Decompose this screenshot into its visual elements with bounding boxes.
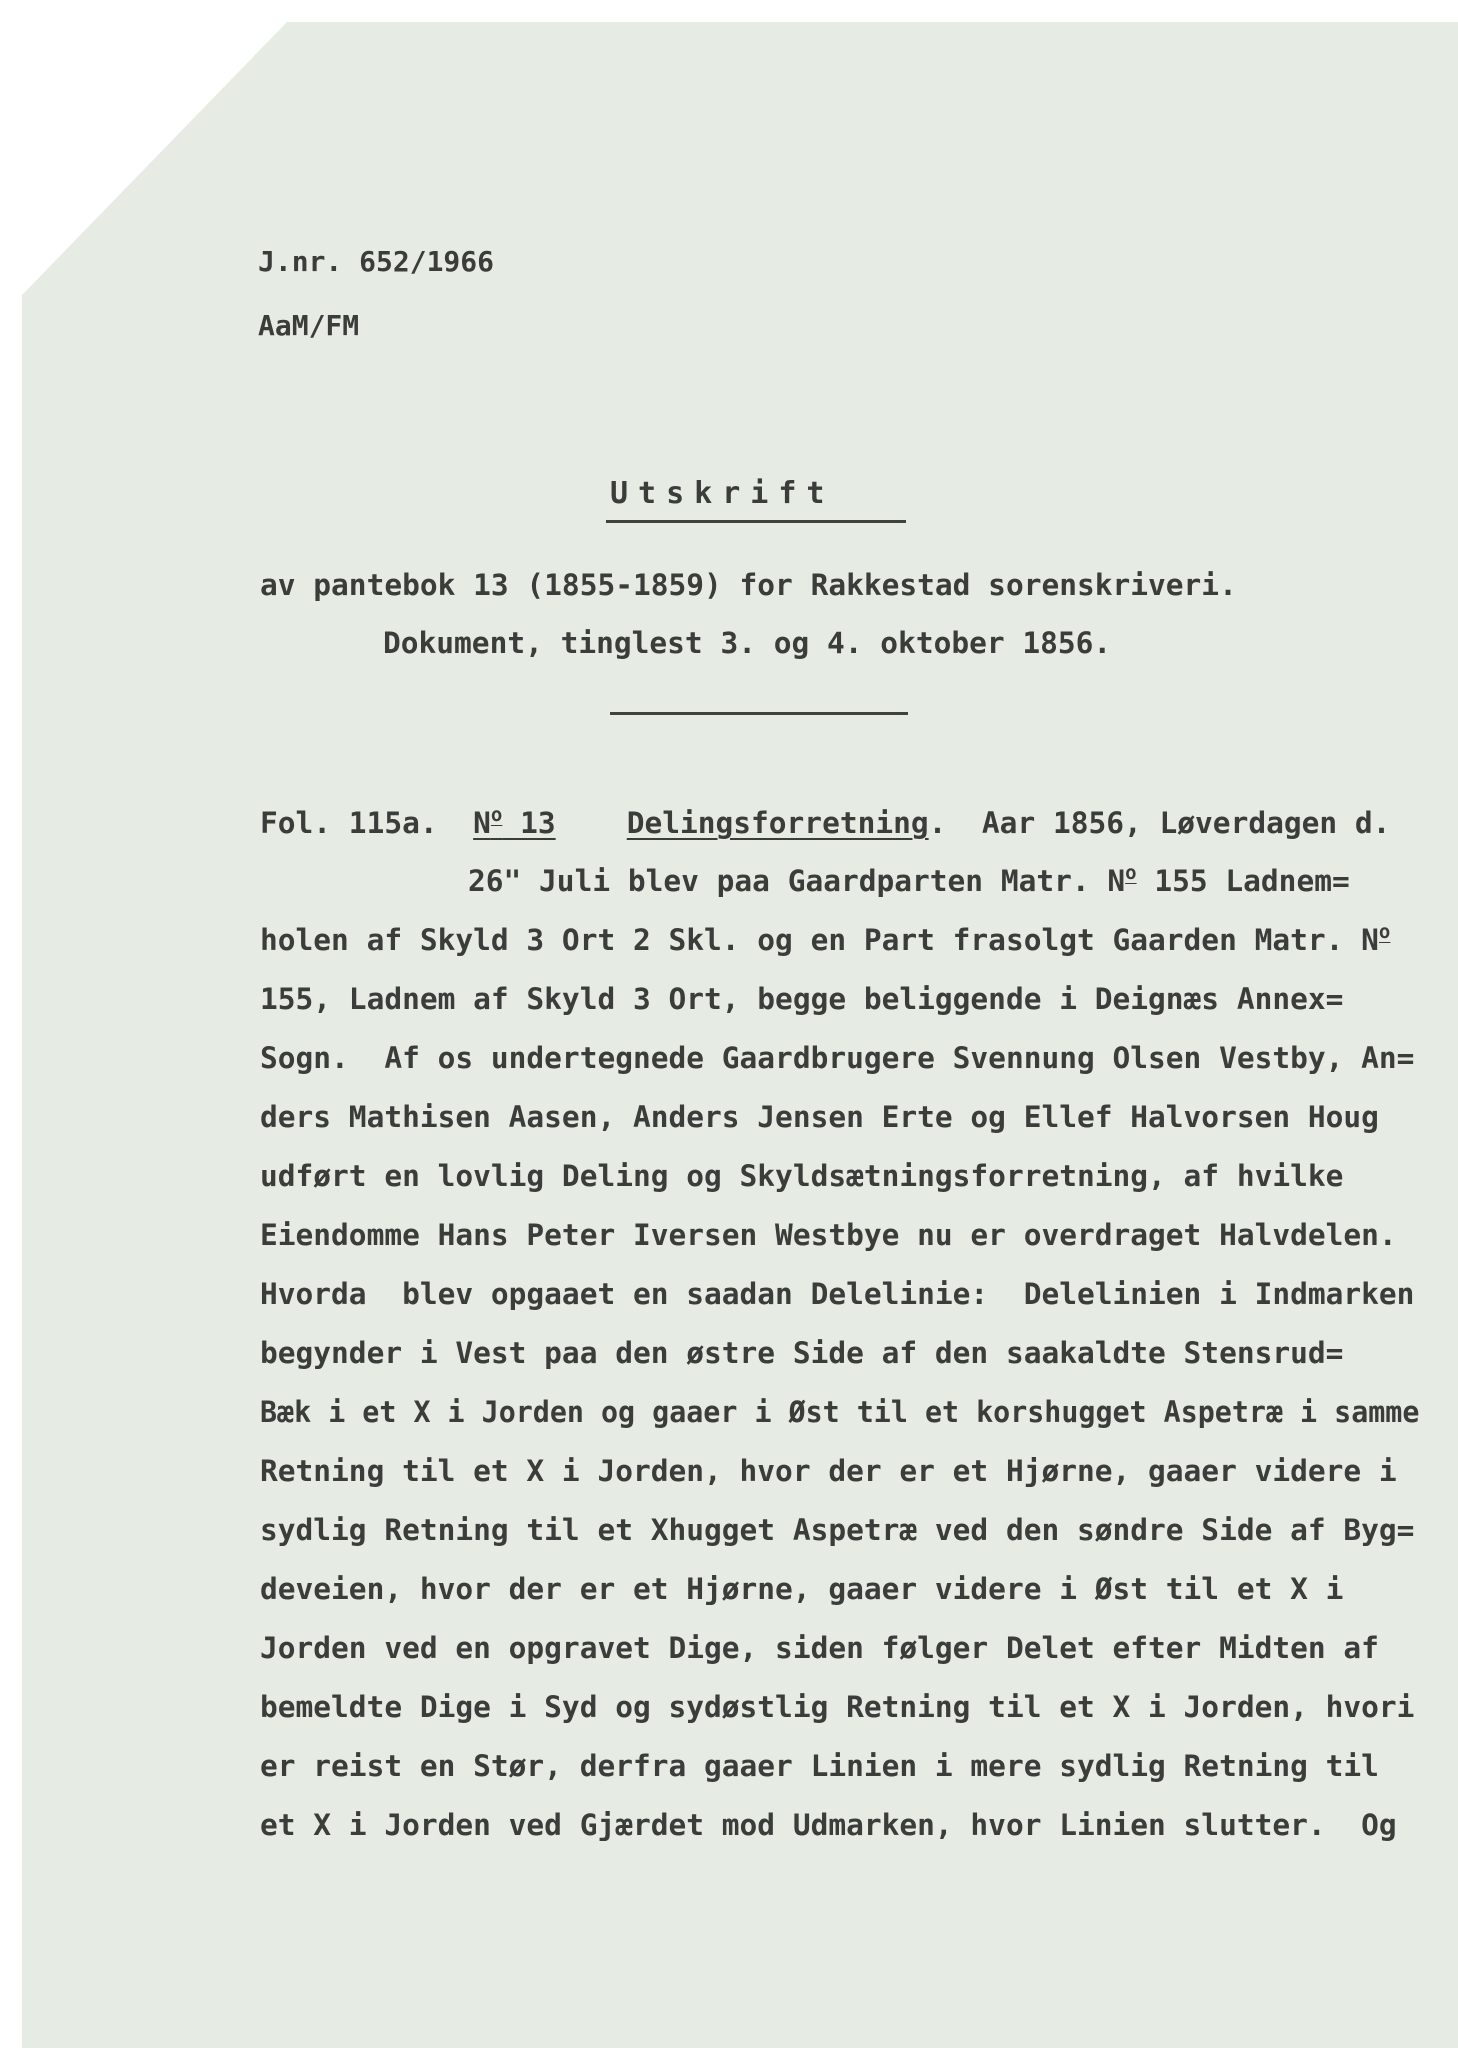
section-divider [610,712,908,715]
body-line-5: ders Mathisen Aasen, Anders Jensen Erte og Ellef Halvorsen Houg [260,1100,1379,1134]
body-line-6: udført en lovlig Deling og Skyldsætningsforretning, af hvilke [260,1159,1344,1193]
body-line-3: 155, Ladnem af Skyld 3 Ort, begge beliggende i Deignæs Annex= [260,982,1344,1016]
body-line-2: holen af Skyld 3 Ort 2 Skl. og en Part frasolgt Gaarden Matr. $N^o$ [260,921,1391,957]
body-line-10: Bæk i et X i Jorden og gaaer i Øst til et korshugget Aspetræ i samme [260,1395,1420,1429]
body-line-9: begynder i Vest paa den østre Side af den saakaldte Stensrud= [260,1336,1344,1370]
body-line-4: Sogn. Af os undertegnede Gaardbrugere Svennung Olsen Vestby, An= [260,1041,1415,1075]
body-line-15: bemeldte Dige i Syd og sydøstlig Retning til et X i Jorden, hvori [260,1690,1415,1724]
document-heading: Delingsforretning [626,806,929,840]
body-line-1: 26" Juli blev paa Gaardparten Matr. $N^o$ 155 Ladnem= [468,862,1350,898]
body-line-11: Retning til et X i Jorden, hvor der er et Hjørne, gaaer videre i [260,1454,1397,1488]
body-line-12: sydlig Retning til et Xhugget Aspetræ ved den søndre Side af Byg= [260,1513,1415,1547]
initials: AaM/FM [258,309,360,342]
journal-number: J.nr. 652/1966 [258,245,495,278]
body-line-17: et X i Jorden ved Gjærdet mod Udmarken, hvor Linien slutter. Og [260,1808,1397,1842]
body-line-13: deveien, hvor der er et Hjørne, gaaer videre i Øst til et X i [260,1572,1344,1606]
body-line-14: Jorden ved en opgravet Dige, siden følger Delet efter Midten af [260,1631,1379,1665]
body-line-7: Eiendomme Hans Peter Iversen Westbye nu er overdraget Halvdelen. [260,1218,1397,1252]
subtitle-line-1: av pantebok 13 (1855-1859) for Rakkestad sorenskriveri. [260,568,1237,602]
body-line-16: er reist en Stør, derfra gaaer Linien i mere sydlig Retning til [260,1749,1379,1783]
folio: Fol. 115a. [260,806,438,840]
title-underline [606,520,906,523]
body-line-8: Hvorda blev opgaaet en saadan Delelinie: Delelinien i Indmarken [260,1277,1415,1311]
number-mark: $N^o$ 13 [473,804,556,840]
body-line-0: Fol. 115a. $N^o$ 13 Delingsforretning. Aar 1856, Løverdagen d. [260,804,1391,840]
page-title: Utskrift [610,476,835,511]
subtitle-line-2: Dokument, tinglest 3. og 4. oktober 1856. [383,626,1112,660]
